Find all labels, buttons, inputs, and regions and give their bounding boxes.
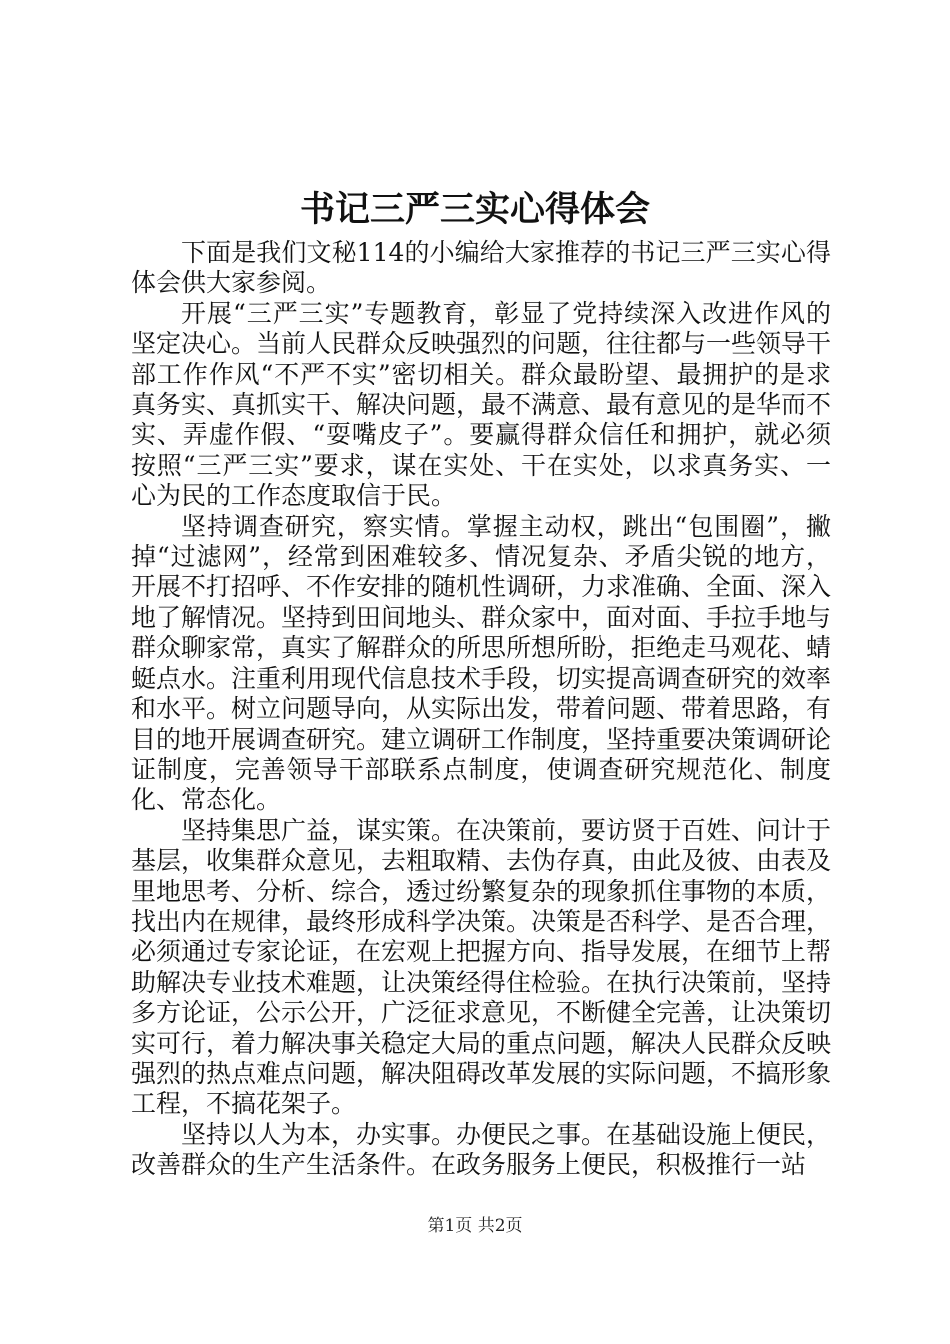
paragraph-1: 开展“三严三实”专题教育，彰显了党持续深入改进作风的坚定决心。当前人民群众反映强烈的问题，往往都与一些领导干部工作作风“不严不实”密切相关。群众最盼望、最拥护的是求真务实、真抓实干、解决问题，最不满意、最有意见的是华而不实、弄虚作假、“耍嘴皮子”。要赢得群众信任和拥护，就必须按照“三严三实”要求，谋在实处、干在实处，以求真务实、一心为民的工作态度取信于民。 bbox=[131, 298, 832, 511]
paragraph-2: 坚持调查研究，察实情。掌握主动权，跳出“包围圈”，撇掉“过滤网”，经常到困难较多、情况复杂、矛盾尖锐的地方，开展不打招呼、不作安排的随机性调研，力求准确、全面、深入地了解情况。坚持到田间地头、群众家中，面对面、手拉手地与群众聊家常，真实了解群众的所思所想所盼，拒绝走马观花、蜻蜓点水。注重利用现代信息技术手段，切实提高调查研究的效率和水平。树立问题导向，从实际出发，带着问题、带着思路，有目的地开展调查研究。建立调研工作制度，坚持重要决策调研论证制度，完善领导干部联系点制度，使调查研究规范化、制度化、常态化。 bbox=[131, 511, 832, 815]
paragraph-intro: 下面是我们文秘114的小编给大家推荐的书记三严三实心得体会供大家参阅。 bbox=[131, 238, 831, 298]
paragraph-3: 坚持集思广益，谋实策。在决策前，要访贤于百姓、问计于基层，收集群众意见，去粗取精、去伪存真，由此及彼、由表及里地思考、分析、综合，透过纷繁复杂的现象抓住事物的本质，找出内在规律，最终形成科学决策。决策是否科学、是否合理，必须通过专家论证，在宏观上把握方向、指导发展，在细节上帮助解决专业技术难题，让决策经得住检验。在执行决策前，坚持多方论证，公示公开，广泛征求意见，不断健全完善，让决策切实可行，着力解决事关稳定大局的重点问题，解决人民群众反映强烈的热点难点问题，解决阻碍改革发展的实际问题，不搞形象工程，不搞花架子。 bbox=[131, 815, 832, 1119]
paragraph-4: 坚持以人为本，办实事。办便民之事。在基础设施上便民，改善群众的生产生活条件。在政务服务上便民，积极推行一站 bbox=[131, 1119, 832, 1180]
document-title: 书记三严三实心得体会 bbox=[299, 189, 650, 230]
page-number-footer: 第1页 共2页 bbox=[427, 1216, 523, 1236]
document-body bbox=[131, 238, 831, 1181]
